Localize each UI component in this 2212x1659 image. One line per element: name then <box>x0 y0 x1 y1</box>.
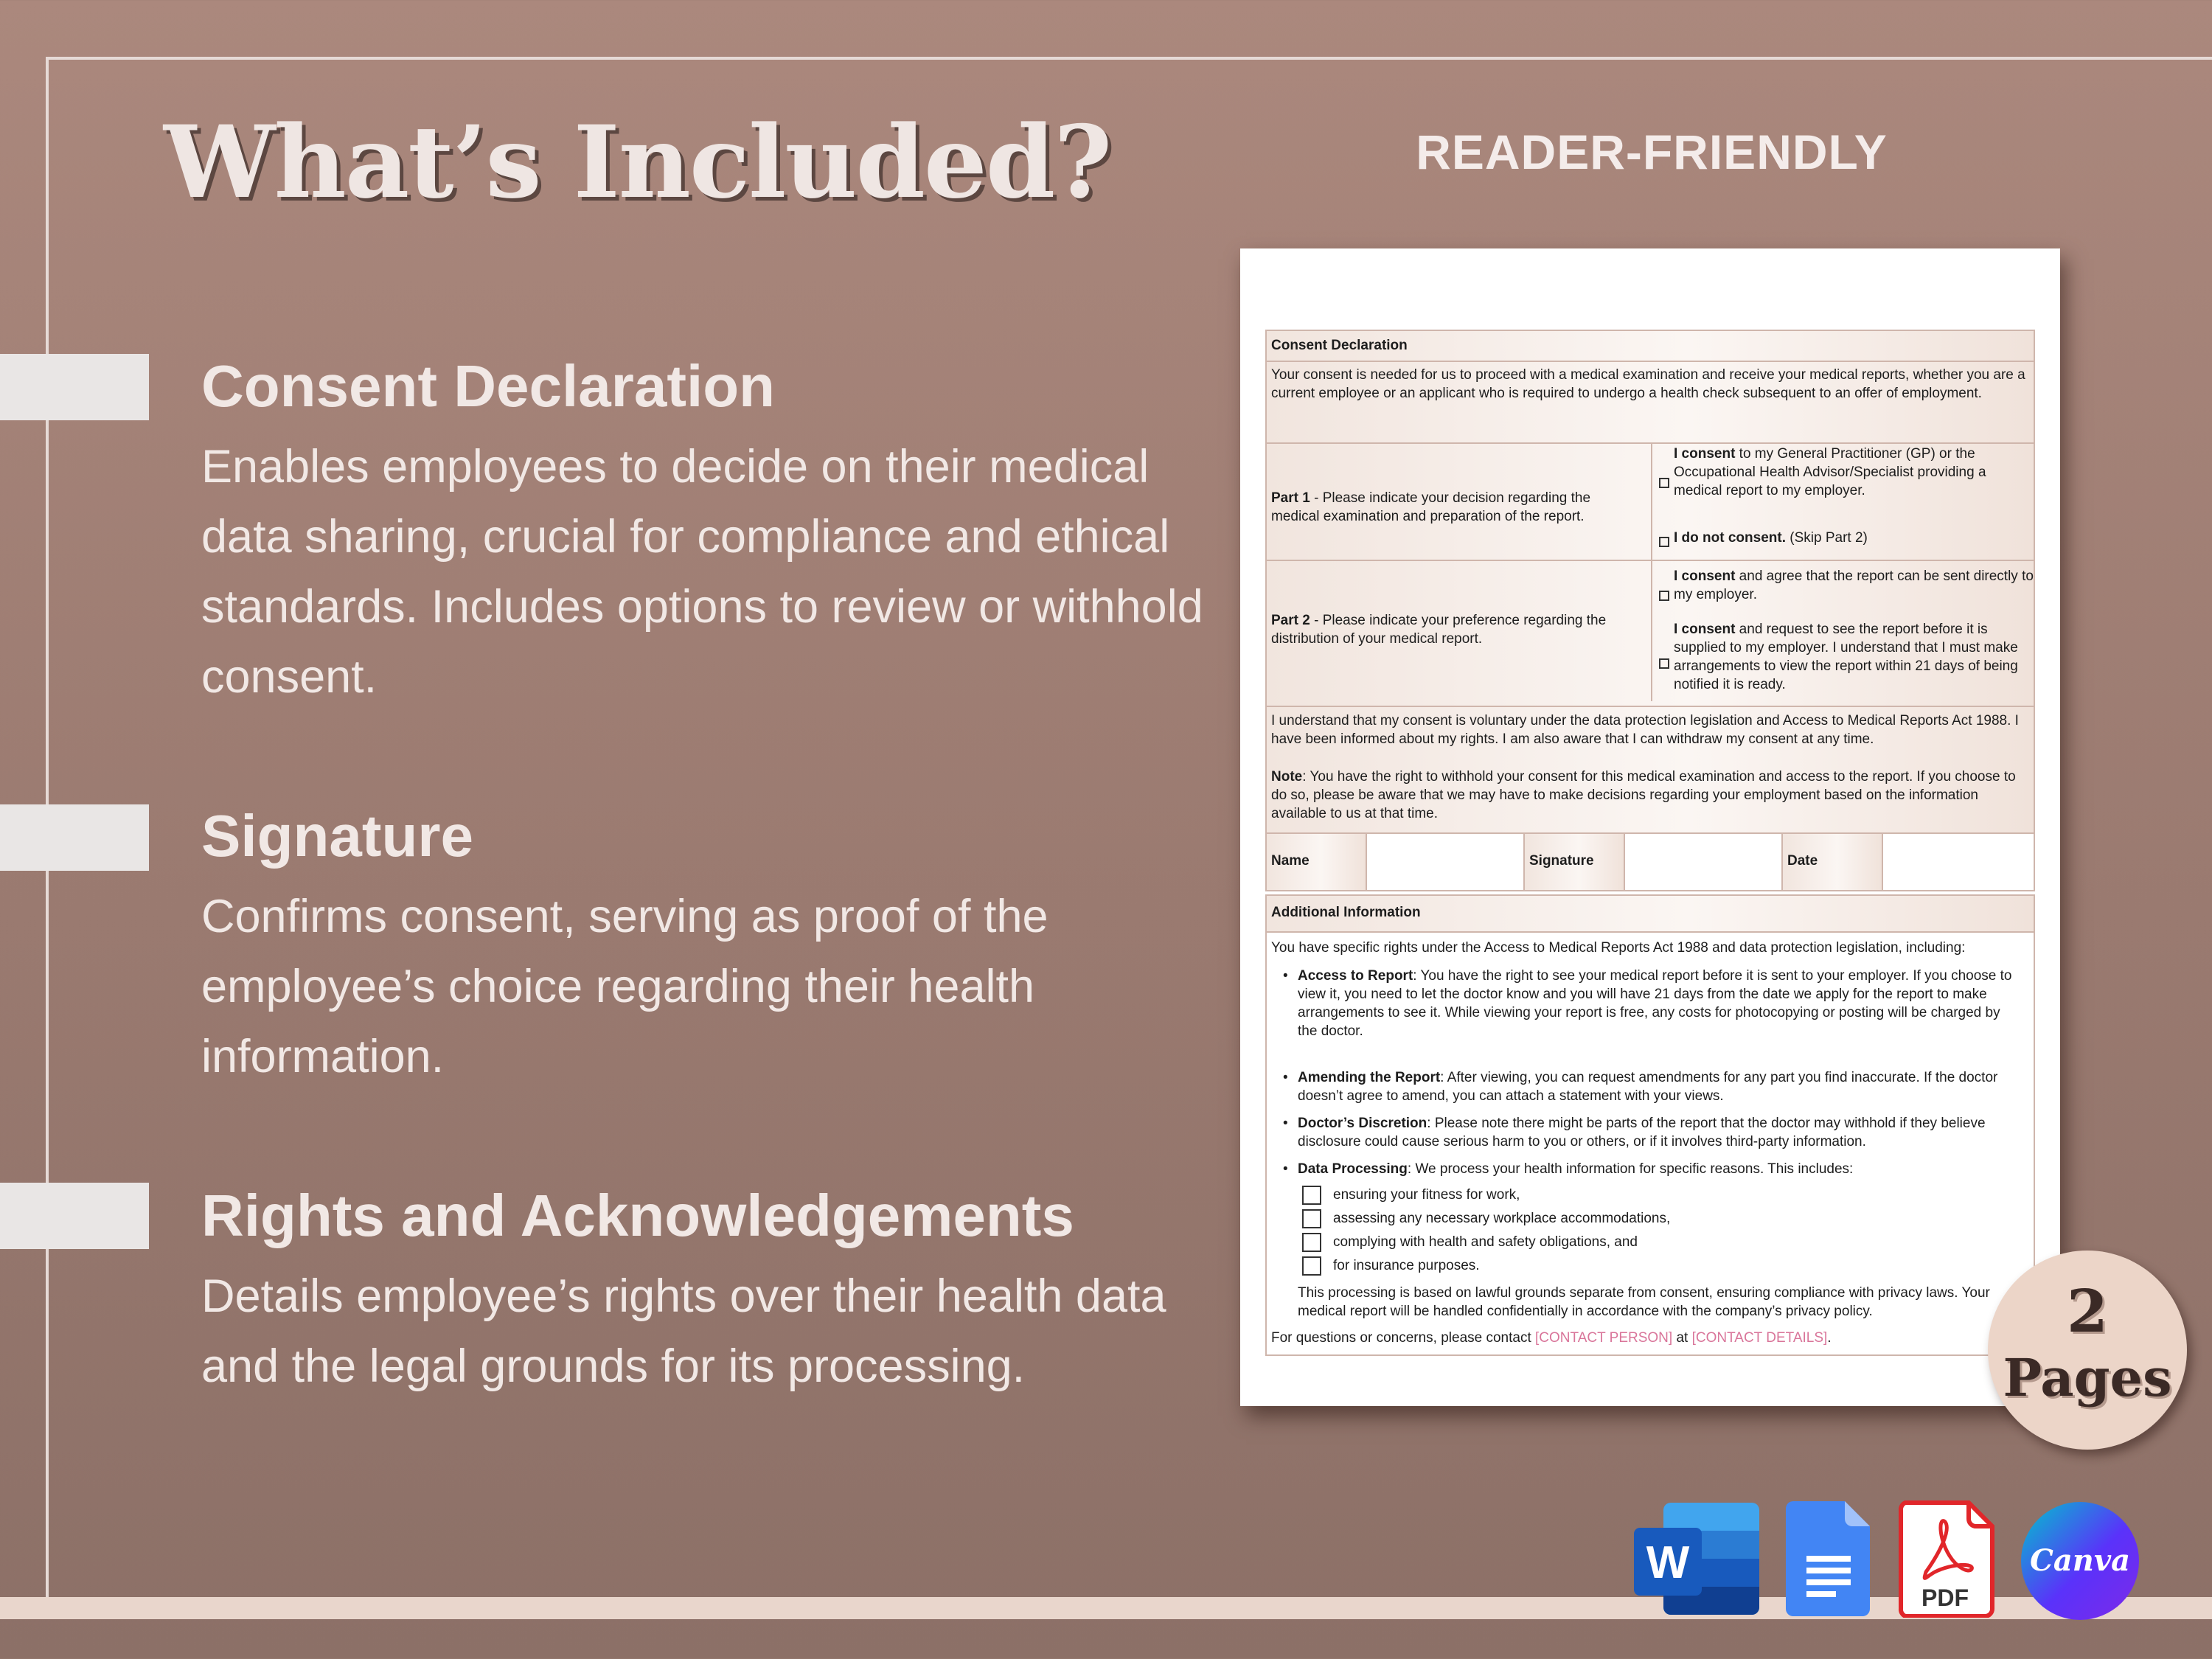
section-rights <box>201 1183 1204 1402</box>
consent-table <box>1265 330 2035 707</box>
part2-option-direct: I consent and agree that the report can be sent directly to my employer. <box>1674 568 2034 602</box>
processing-item: complying with health and safety obligations, and <box>1298 1233 1961 1252</box>
part1-option-consent: I consent to my General Practitioner (GP) or the Occupational Health Advisor/Specialist providing a medical report to my employer. <box>1674 446 1986 498</box>
understanding-text: I understand that my consent is voluntary under the data protection legislation and Access to Medical Reports Act 1988. I have been informed about my rights. I am also aware that I can withdraw my consent at any time. <box>1271 713 2019 747</box>
checkbox[interactable] <box>1302 1233 1321 1252</box>
contact-person-placeholder: [CONTACT PERSON] <box>1535 1330 1673 1346</box>
checkbox[interactable] <box>1302 1209 1321 1228</box>
section-body: Details employee’s rights over their health data and the legal grounds for its processing. <box>201 1270 1166 1392</box>
section-marker <box>0 1183 149 1249</box>
word-letter: W <box>1646 1537 1690 1588</box>
consent-intro: Your consent is needed for us to proceed with a medical examination and receive your medical reports, whether you are a current employee or an applicant who is required to undergo a health check subsequent to an offer of employment. <box>1271 367 2025 401</box>
canva-icon <box>2019 1500 2141 1622</box>
section-body: Enables employees to decide on their medical data sharing, crucial for compliance and ethical standards. Includes options to review or withhold consent. <box>201 441 1203 703</box>
section-title: Rights and Acknowledgements <box>201 1183 1074 1248</box>
pdf-label: PDF <box>1921 1585 1969 1611</box>
signature-label: Signature <box>1525 834 1624 890</box>
section-marker <box>0 354 149 420</box>
name-field[interactable] <box>1367 834 1523 890</box>
section-signature <box>201 804 1204 1092</box>
part2-text: Part 2 - Please indicate your preference regarding the distribution of your medical report. <box>1271 613 1607 647</box>
section-consent <box>201 354 1204 712</box>
word-icon <box>1632 1500 1762 1618</box>
page-count: 2 <box>2067 1276 2108 1346</box>
reader-friendly-label: READER-FRIENDLY <box>1416 125 1888 179</box>
consent-table-title: Consent Declaration <box>1271 338 1408 353</box>
lawful-grounds-text: This processing is based on lawful grounds separate from consent, ensuring compliance with privacy laws. Your medical report will be handled confidentially in accordance with the company’s privacy policy. <box>1298 1285 1990 1319</box>
understanding-block <box>1265 706 2035 834</box>
bullet-access-report: • Access to Report: You have the right to see your medical report before it is sent to your employer. If you choose to view it, you need to let the doctor know and you will have 21 days from the date we apply for the report to make arrangements to see it. While viewing your report is free, any costs for photocopying or posting will be charged by the doctor. <box>1283 968 2012 1039</box>
bullet-amending-report: • Amending the Report: After viewing, you can request amendments for any part you find inaccurate. If the doctor doesn’t agree to amend, you can attach a statement with your views. <box>1283 1070 1998 1104</box>
bullet-data-processing: • Data Processing: We process your health information for specific reasons. This includes: <box>1283 1161 1854 1177</box>
signature-row <box>1265 832 2035 891</box>
date-field[interactable] <box>1883 834 2034 890</box>
contact-details-placeholder: [CONTACT DETAILS] <box>1691 1330 1828 1346</box>
google-docs-icon <box>1786 1500 1871 1618</box>
rights-intro: You have specific rights under the Access to Medical Reports Act 1988 and data protection legislation, including: <box>1271 940 1966 956</box>
page-count-label: Pages <box>2003 1347 2172 1408</box>
section-marker <box>0 804 149 871</box>
canva-label: Canva <box>2030 1543 2130 1578</box>
processing-item: assessing any necessary workplace accommodations, <box>1298 1209 1961 1228</box>
part1-text: Part 1 - Please indicate your decision regarding the medical examination and preparation of the report. <box>1271 490 1591 524</box>
page-title: What’s Included? <box>164 103 1111 220</box>
processing-item: for insurance purposes. <box>1298 1256 1961 1276</box>
name-label: Name <box>1267 834 1366 890</box>
contact-line: For questions or concerns, please contact [CONTACT PERSON] at [CONTACT DETAILS]. <box>1271 1330 1832 1346</box>
pages-badge <box>1988 1251 2187 1450</box>
bottom-stripe <box>0 1597 2212 1619</box>
checkbox[interactable] <box>1302 1186 1321 1205</box>
section-title: Consent Declaration <box>201 353 775 419</box>
section-title: Signature <box>201 803 473 869</box>
checkbox[interactable] <box>1302 1256 1321 1276</box>
additional-info-title: Additional Information <box>1267 896 2034 931</box>
note-text: Note: You have the right to withhold your consent for this medical examination and access to the report. If you choose to do so, please be aware that we may have to make decisions regarding your employment based on the information available to us at that time. <box>1271 769 2016 821</box>
additional-info-table <box>1265 894 2035 1356</box>
part2-option-review: I consent and request to see the report before it is supplied to my employer. I understand that I must make arrangements to view the report within 21 days of being notified it is ready. <box>1674 622 2018 692</box>
bullet-doctor-discretion: • Doctor’s Discretion: Please note there might be parts of the report that the doctor may withhold if they believe disclosure could cause serious harm to you or others, or if it involves third-party information. <box>1283 1116 1986 1150</box>
section-body: Confirms consent, serving as proof of the employee’s choice regarding their health information. <box>201 891 1048 1082</box>
processing-item: ensuring your fitness for work, <box>1298 1186 1961 1205</box>
part1-option-no-consent: I do not consent. (Skip Part 2) <box>1674 530 1868 546</box>
pdf-icon <box>1898 1500 1995 1618</box>
date-label: Date <box>1783 834 1882 890</box>
signature-field[interactable] <box>1625 834 1781 890</box>
document-preview <box>1240 248 2060 1406</box>
